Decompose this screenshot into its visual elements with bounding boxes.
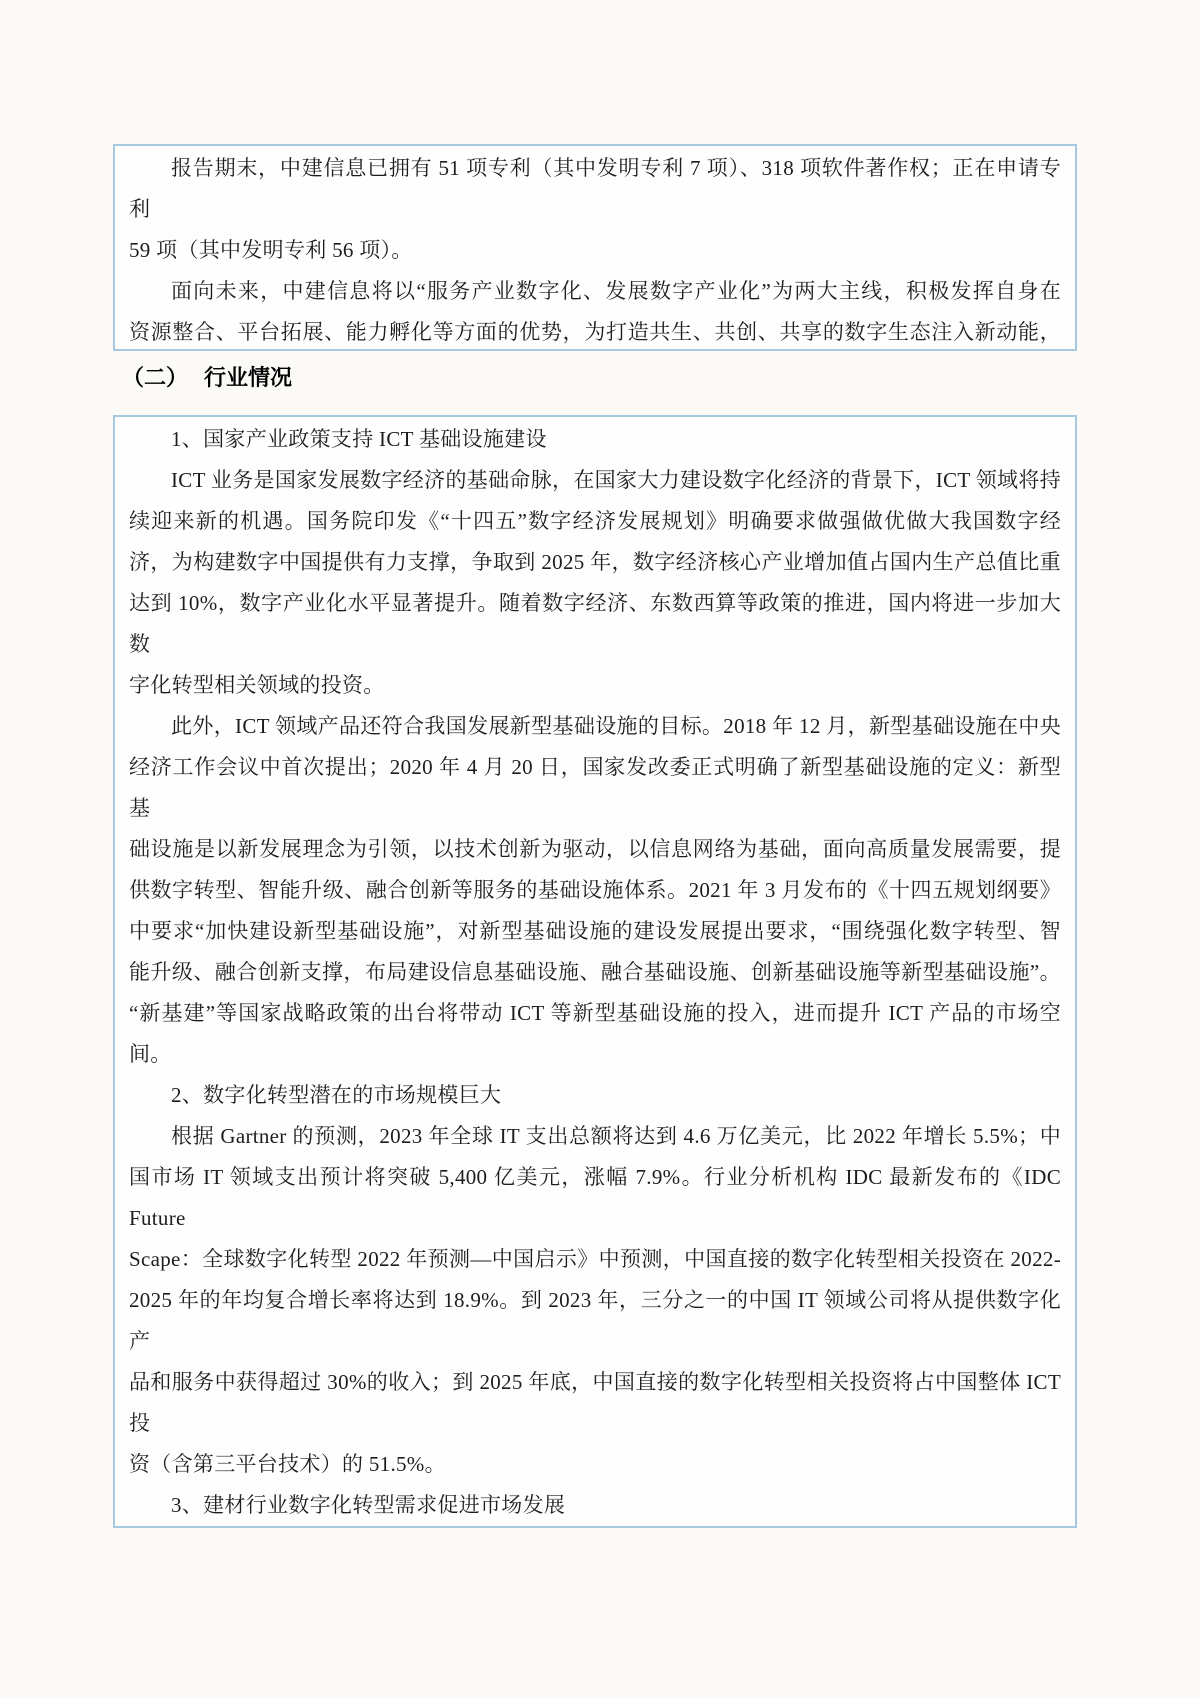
text-line: 2025 年的年均复合增长率将达到 18.9%。到 2023 年，三分之一的中国 IT 领域公司将从提供数字化产 <box>129 1288 1061 1353</box>
text-line: 59 项（其中发明专利 56 项）。 <box>129 238 413 262</box>
text-line: 经济工作会议中首次提出；2020 年 4 月 20 日，国家发改委正式明确了新型基础设施的定义：新型基 <box>129 755 1061 820</box>
text-line: 1、国家产业政策支持 ICT 基础设施建设 <box>171 427 547 451</box>
text-line: 间。 <box>129 1042 172 1066</box>
text-line: 中要求“加快建设新型基础设施”，对新型基础设施的建设发展提出要求，“围绕强化数字转型、智 <box>129 919 1061 943</box>
text-line: 达到 10%，数字产业化水平显著提升。随着数字经济、东数西算等政策的推进，国内将进一步加大数 <box>129 591 1061 656</box>
text-line: 2、数字化转型潜在的市场规模巨大 <box>171 1083 502 1107</box>
section-number: （二） <box>122 365 189 390</box>
text-line: 资（含第三平台技术）的 51.5%。 <box>129 1452 446 1476</box>
text-line: 供数字转型、智能升级、融合创新等服务的基础设施体系。2021 年 3 月发布的《十四五规划纲要》 <box>129 878 1061 902</box>
text-line: 字化转型相关领域的投资。 <box>129 673 385 697</box>
report-text-box-industry-situation <box>113 415 1077 1528</box>
text-line: 3、建材行业数字化转型需求促进市场发展 <box>171 1493 566 1517</box>
text-line: 品和服务中获得超过 30%的收入；到 2025 年底，中国直接的数字化转型相关投资将占中国整体 ICT 投 <box>129 1370 1061 1435</box>
text-line <box>129 1526 1061 1528</box>
text-line: 础设施是以新发展理念为引领，以技术创新为驱动，以信息网络为基础，面向高质量发展需要，提 <box>129 837 1061 861</box>
text-line: 面向未来，中建信息将以“服务产业数字化、发展数字产业化”为两大主线，积极发挥自身在 <box>171 279 1061 303</box>
section-heading <box>122 362 292 394</box>
section-title: 行业情况 <box>204 365 293 390</box>
text-line: ICT 业务是国家发展数字经济的基础命脉，在国家大力建设数字化经济的背景下，ICT 领域将持 <box>171 468 1061 492</box>
text-line: Scape：全球数字化转型 2022 年预测—中国启示》中预测，中国直接的数字化转型相关投资在 2022- <box>129 1247 1061 1271</box>
text-line: 根据 Gartner 的预测，2023 年全球 IT 支出总额将达到 4.6 万亿美元，比 2022 年增长 5.5%；中 <box>171 1124 1061 1148</box>
text-line: 资源整合、平台拓展、能力孵化等方面的优势，为打造共生、共创、共享的数字生态注入新动能， <box>129 320 1061 344</box>
text-line: 能升级、融合创新支撑，布局建设信息基础设施、融合基础设施、创新基础设施等新型基础设施”。 <box>129 960 1061 984</box>
text-line: “新基建”等国家战略政策的出台将带动 ICT 等新型基础设施的投入，进而提升 ICT 产品的市场空 <box>129 1001 1061 1025</box>
report-text-box-company-summary <box>113 144 1077 351</box>
text-line: 济，为构建数字中国提供有力支撑，争取到 2025 年，数字经济核心产业增加值占国内生产总值比重 <box>129 550 1061 574</box>
text-line: 国市场 IT 领域支出预计将突破 5,400 亿美元，涨幅 7.9%。行业分析机构 IDC 最新发布的《IDC Future <box>129 1165 1061 1230</box>
text-line: 报告期末，中建信息已拥有 51 项专利（其中发明专利 7 项）、318 项软件著作权；正在申请专利 <box>129 156 1061 221</box>
text-line: 此外，ICT 领域产品还符合我国发展新型基础设施的目标。2018 年 12 月，新型基础设施在中央 <box>171 714 1061 738</box>
text-line: 续迎来新的机遇。国务院印发《“十四五”数字经济发展规划》明确要求做强做优做大我国数字经 <box>129 509 1061 533</box>
